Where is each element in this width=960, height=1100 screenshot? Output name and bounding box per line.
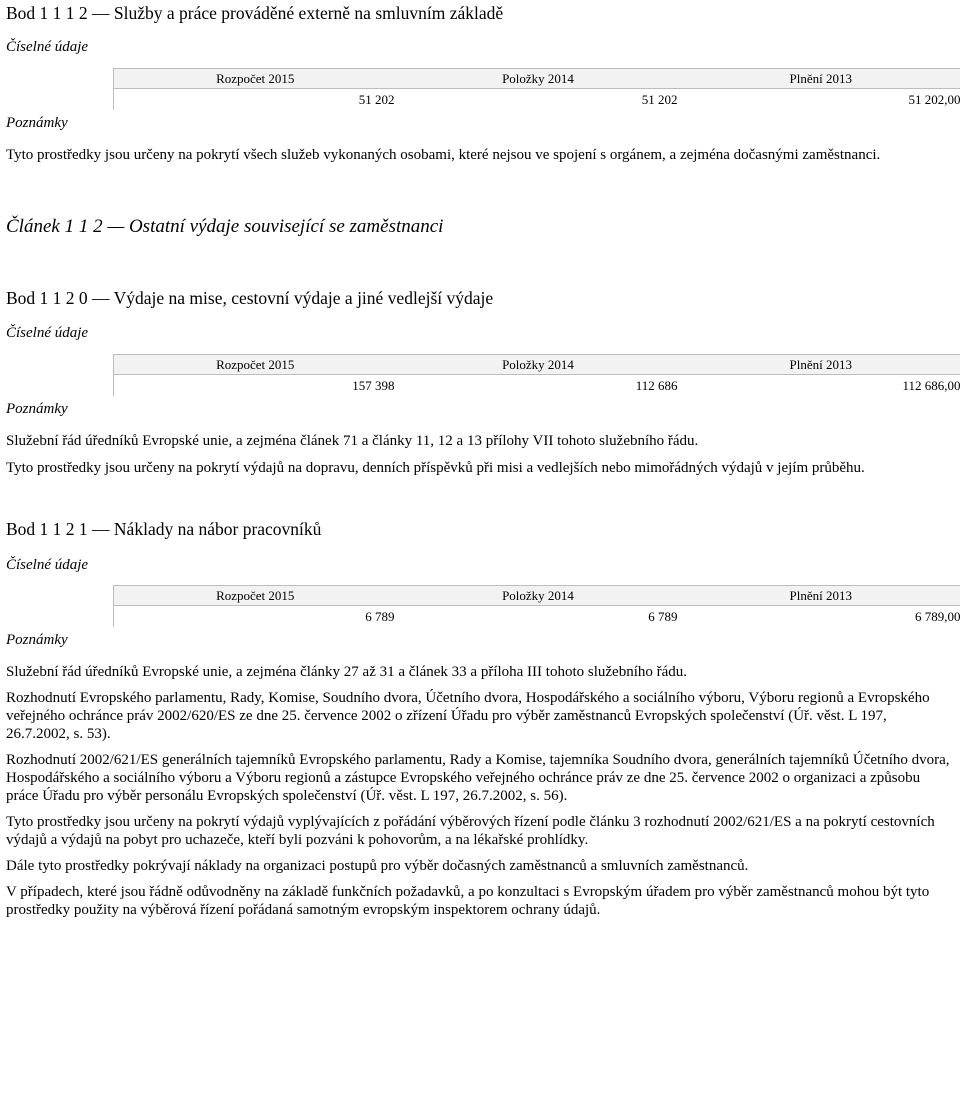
section-bod-1120 [6,287,960,477]
note-paragraph: Tyto prostředky jsou určeny na pokrytí výdajů na dopravu, denních příspěvků při misi a vedlejších nebo mimořádných výdajů v jejím průběhu. [6,460,865,476]
table-row [114,606,960,628]
value-items-2014: 112 686 [635,377,678,393]
value-items-2014: 6 789 [648,608,678,624]
table-header-row [114,586,960,606]
table-header-row [114,69,960,89]
section-heading: Bod 1 1 2 1 — Náklady na nábor pracovníků [6,519,322,539]
note-paragraph: Rozhodnutí Evropského parlamentu, Rady, Komise, Soudního dvora, Účetního dvora, Hospodářského a sociálního výboru, Výboru regionů a Evropského veřejného ochránce práv 2002/620/ES ze dne 25. července 2002 o zřízení Úřadu pro výběr zaměstnanců Evropských společenství (Úř. věst. L 197, 26.7.2002, s. 53). [6,690,930,742]
value-budget-2015: 6 789 [114,606,397,628]
notes-label: Poznámky [6,632,68,648]
notes-label: Poznámky [6,115,68,131]
note-paragraph: Služební řád úředníků Evropské unie, a zejména článek 71 a články 11, 12 a 13 přílohy VII tohoto služebního řádu. [6,433,699,449]
section-heading: Bod 1 1 2 0 — Výdaje na mise, cestovní výdaje a jiné vedlejší výdaje [6,288,494,308]
note-paragraph: Tyto prostředky jsou určeny na pokrytí všech služeb vykonaných osobami, které nejsou ve spojení s orgánem, a zejména dočasnými zaměstnanci. [6,147,881,163]
header-items-2014: Položky 2014 [397,355,680,375]
budget-table [113,68,960,110]
value-budget-2015: 51 202 [114,89,397,111]
notes-label: Poznámky [6,401,68,417]
header-execution-2013: Plnění 2013 [680,355,960,375]
note-paragraph: Tyto prostředky jsou určeny na pokrytí výdajů vyplývajících z pořádání výběrových řízení podle článku 3 rozhodnutí 2002/621/ES a na pokrytí cestovních výdajů a výdajů na pobyt pro uchazeče, kteří byli pozváni k pohovorům, a na lékařské prohlídky. [6,814,935,848]
section-bod-1121 [6,518,960,919]
section-heading: Bod 1 1 1 2 — Služby a práce prováděné externě na smluvním základě [6,3,504,23]
header-items-2014: Položky 2014 [397,69,680,89]
note-paragraph: Služební řád úředníků Evropské unie, a zejména články 27 až 31 a článek 33 a příloha III tohoto služebního řádu. [6,664,688,680]
header-execution-2013: Plnění 2013 [680,69,960,89]
numeric-data-label: Číselné údaje [6,39,89,55]
header-items-2014: Položky 2014 [397,586,680,606]
budget-table [113,354,960,396]
note-paragraph: Dále tyto prostředky pokrývají náklady na organizaci postupů pro výběr dočasných zaměstnanců a smluvních zaměstnanců. [6,858,749,874]
table-row [114,89,960,111]
header-budget-2015: Rozpočet 2015 [114,586,397,606]
value-execution-2013: 6 789,00 [915,608,960,624]
numeric-data-label: Číselné údaje [6,557,89,573]
table-row [114,375,960,397]
numeric-data-label: Číselné údaje [6,325,89,341]
article-heading: Článek 1 1 2 — Ostatní výdaje související se zaměstnanci [6,216,444,237]
value-budget-2015: 157 398 [114,375,397,397]
value-items-2014: 51 202 [641,91,678,107]
note-paragraph: Rozhodnutí 2002/621/ES generálních tajemníků Evropského parlamentu, Rady a Komise, tajemníka Soudního dvora, generálních tajemníků Účetního dvora, Hospodářského a sociálního výboru a Výboru regionů a zástupce Evropského veřejného ochránce práv ze dne 25. července 2002 o organizaci a způsobu práce Úřadu pro výběr personálu Evropských společenství (Úř. věst. L 197, 26.7.2002, s. 56). [6,752,950,804]
header-execution-2013: Plnění 2013 [680,586,960,606]
header-budget-2015: Rozpočet 2015 [114,69,397,89]
value-execution-2013: 112 686,00 [902,377,960,393]
value-execution-2013: 51 202,00 [908,91,960,107]
table-header-row [114,355,960,375]
header-budget-2015: Rozpočet 2015 [114,355,397,375]
note-paragraph: V případech, které jsou řádně odůvodněny na základě funkčních požadavků, a po konzultaci s Evropským úřadem pro výběr zaměstnanců mohou být tyto prostředky použity na výběrová řízení pořádaná samotným evropským inspektorem ochrany údajů. [6,884,930,918]
budget-table [113,585,960,627]
section-bod-1112 [6,0,960,164]
